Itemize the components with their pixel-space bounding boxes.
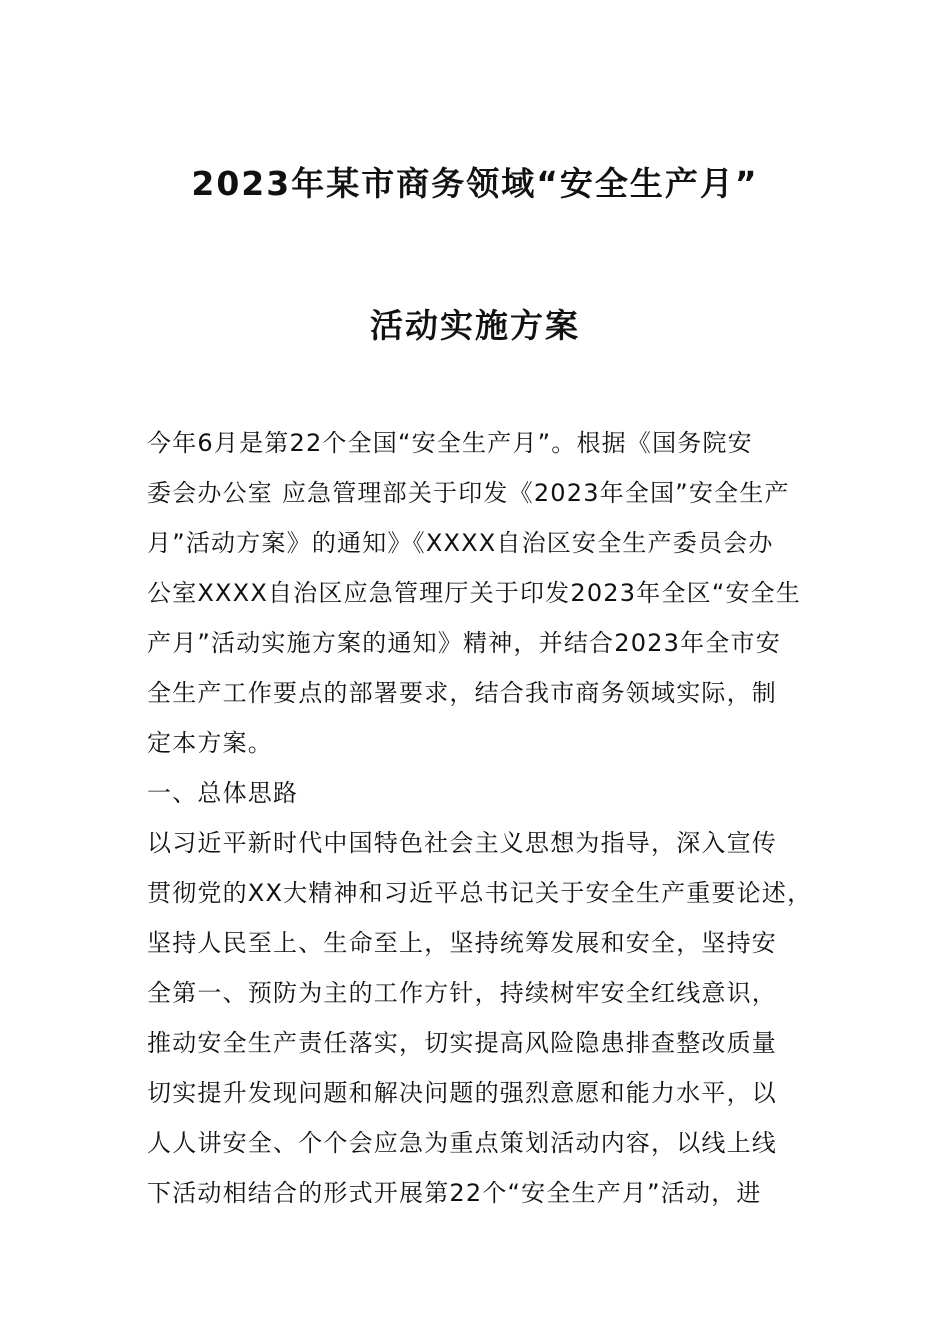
body-text-line: 全生产工作要点的部署要求，结合我市商务领域实际，制: [147, 679, 777, 707]
body-text-line: 坚持人民至上、生命至上，坚持统筹发展和安全，坚持安: [147, 929, 777, 957]
document-title-line-1: 2023年某市商务领域“安全生产月”: [191, 164, 759, 203]
body-text-line: 委会办公室 应急管理部关于印发《2023年全国”安全生产: [147, 479, 790, 507]
body-text-line: 公室XXXX自治区应急管理厅关于印发2023年全区“安全生: [147, 579, 802, 607]
body-text-line: 人人讲安全、个个会应急为重点策划活动内容，以线上线: [147, 1129, 777, 1157]
body-text-line: 月”活动方案》的通知》《XXXX自治区安全生产委员会办: [147, 529, 774, 557]
body-text-line: 以习近平新时代中国特色社会主义思想为指导，深入宣传: [147, 829, 777, 857]
body-text-line: 全第一、预防为主的工作方针，持续树牢安全红线意识，: [147, 979, 777, 1007]
body-text-line: 切实提升发现问题和解决问题的强烈意愿和能力水平，以: [147, 1079, 777, 1107]
body-text-line: 定本方案。: [147, 729, 273, 757]
body-text-line: 下活动相结合的形式开展第22个“安全生产月”活动，进: [147, 1179, 762, 1207]
body-text-line: 推动安全生产责任落实，切实提高风险隐患排查整改质量: [147, 1029, 777, 1057]
body-text-line: 贯彻党的XX大精神和习近平总书记关于安全生产重要论述，: [147, 879, 813, 907]
body-text-line: 今年6月是第22个全国“安全生产月”。根据《国务院安: [147, 429, 753, 457]
body-text-line: 产月”活动实施方案的通知》精神，并结合2023年全市安: [147, 629, 781, 657]
section-heading: 一、总体思路: [147, 779, 299, 807]
document-title-line-2: 活动实施方案: [370, 306, 580, 345]
